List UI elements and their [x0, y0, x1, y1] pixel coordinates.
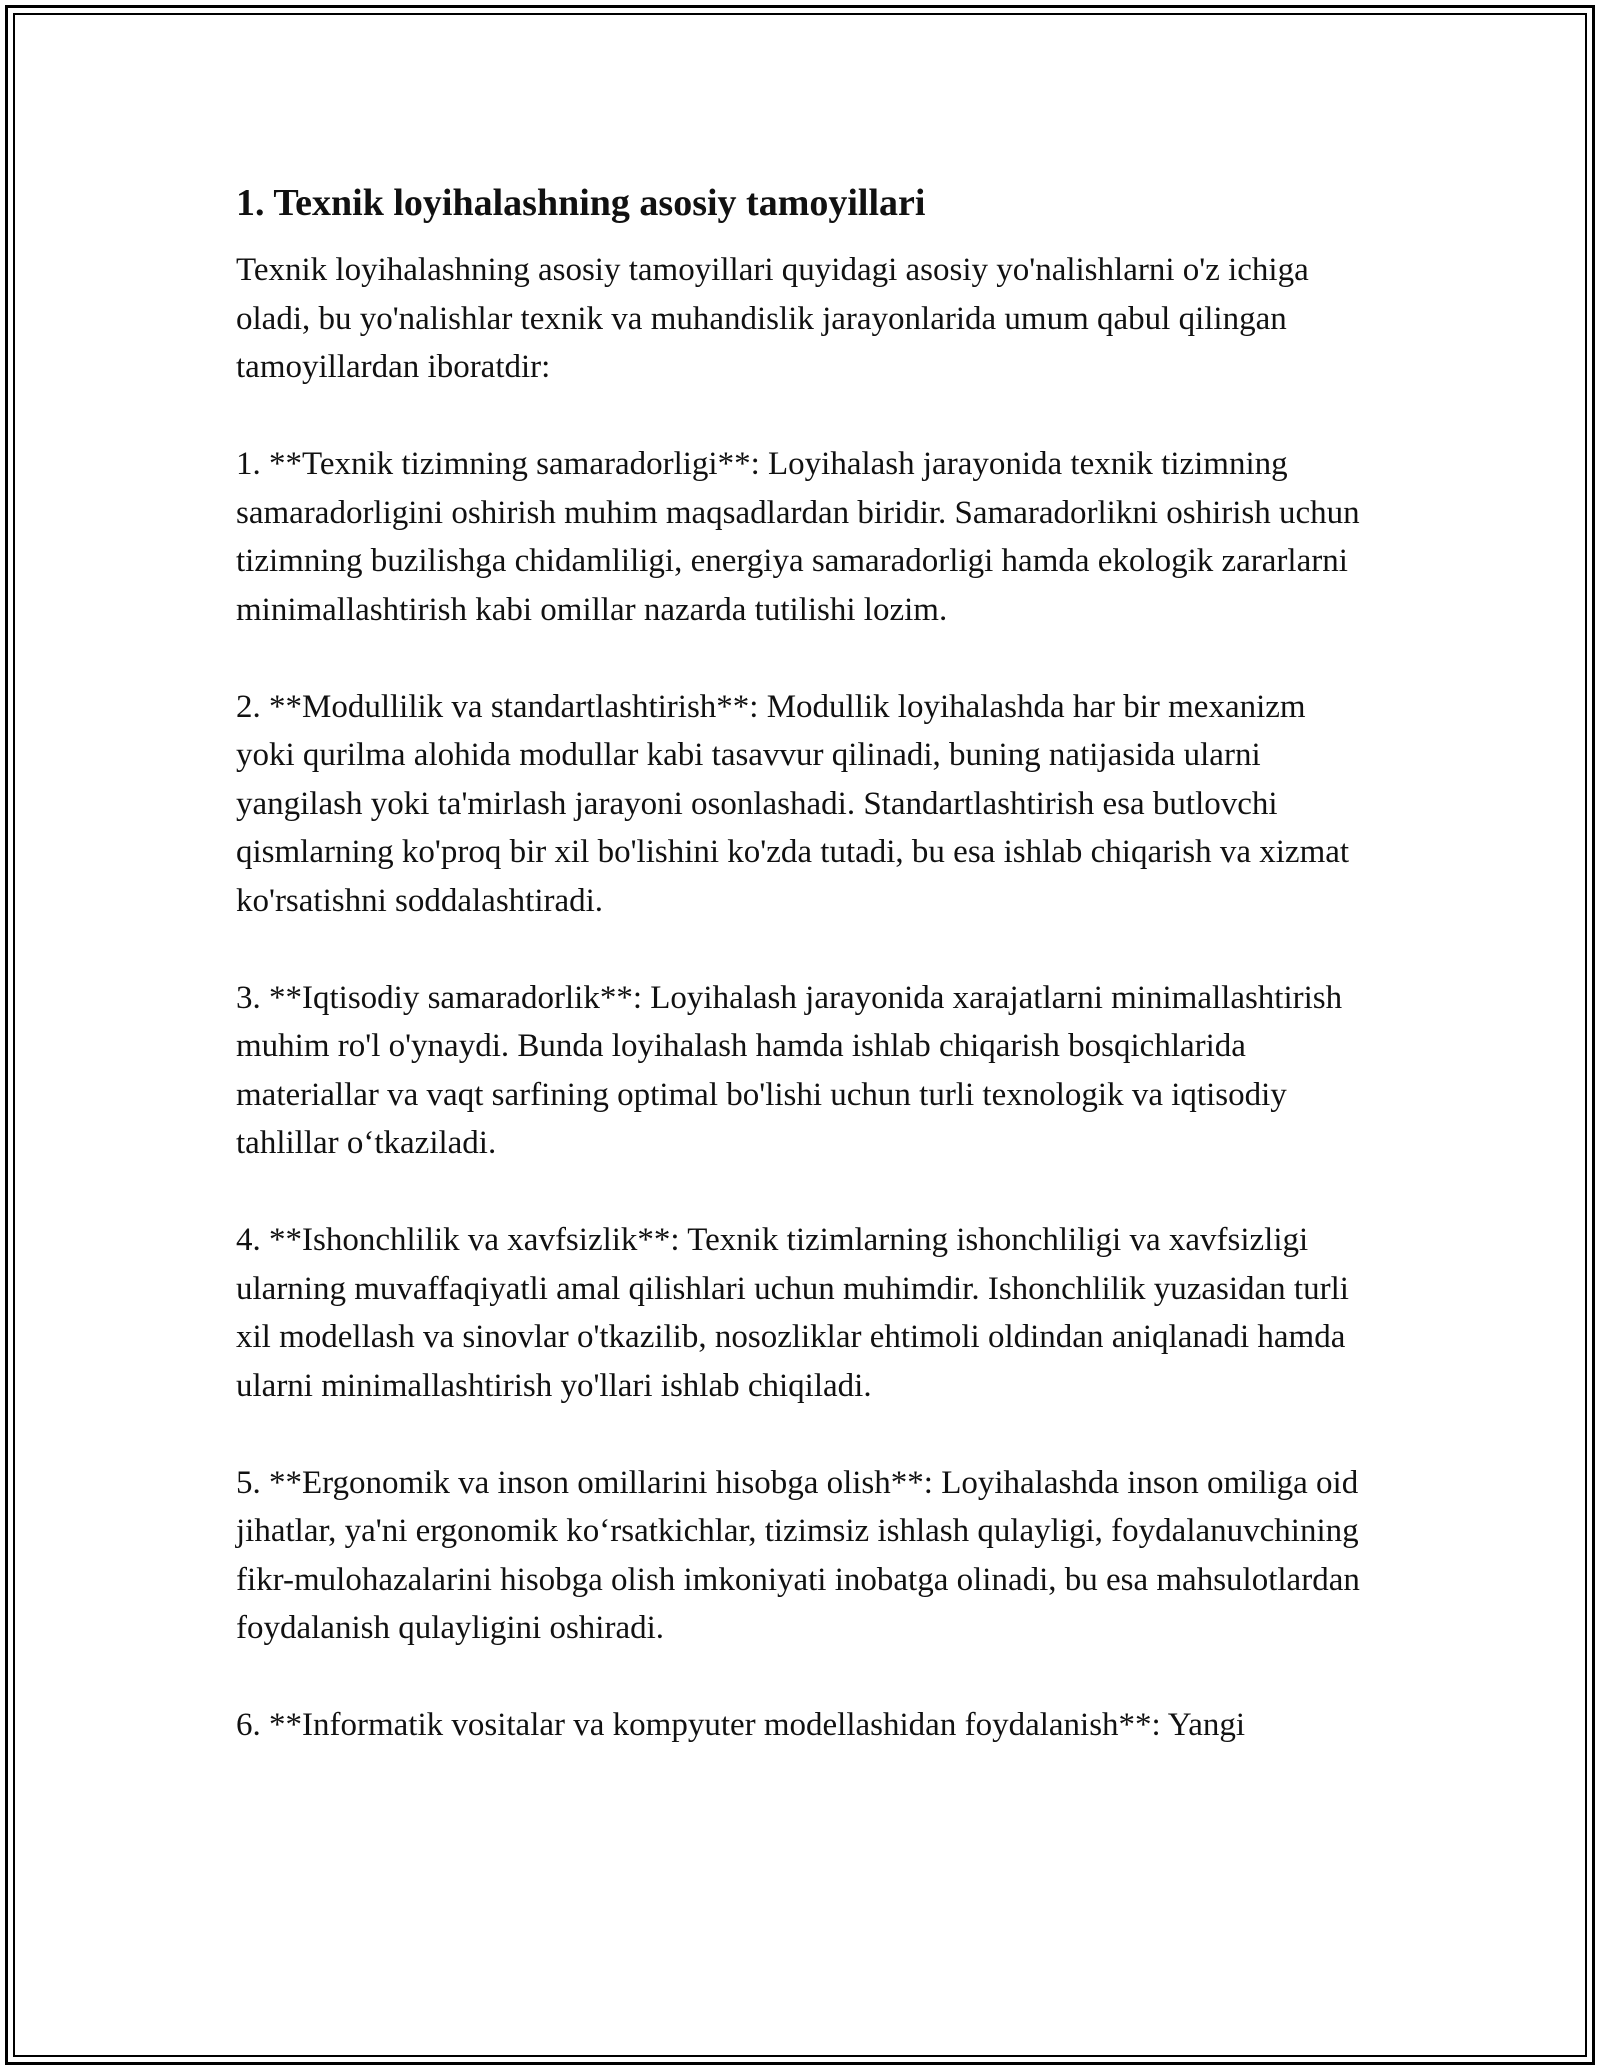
section-title: 1. Texnik loyihalashning asosiy tamoyillari: [236, 182, 926, 224]
principle-6-paragraph: 6. **Informatik vositalar va kompyuter modellashidan foydalanish**: Yangi: [236, 1707, 1246, 1743]
principle-5-paragraph: 5. **Ergonomik va inson omillarini hisobga olish**: Loyihalashda inson omiliga oid jihatlar, ya'ni ergonomik ko‘rsatkichlar, tizimsiz ishlash qulayligi, foydalanuvchining fikr-mulohazalarini hisobga olish imkoniyati inobatga olinadi, bu esa mahsulotlardan foydalanish qulayligini oshiradi.: [236, 1464, 1360, 1646]
principle-2-paragraph: 2. **Modullilik va standartlashtirish**: Modullik loyihalashda har bir mexanizm yoki qurilma alohida modullar kabi tasavvur qilinadi, buning natijasida ularni yangilash yoki ta'mirlash jarayoni osonlashadi. Standartlashtirish esa butlovchi qismlarning ko'proq bir xil bo'lishini ko'zda tutadi, bu esa ishlab chiqarish va xizmat ko'rsatishni soddalashtiradi.: [236, 688, 1350, 919]
document-body: [236, 178, 1366, 1798]
principle-1-paragraph: 1. **Texnik tizimning samaradorligi**: Loyihalash jarayonida texnik tizimning samaradorligini oshirish muhim maqsadlardan biridir. Samaradorlikni oshirish uchun tizimning buzilishga chidamliligi, energiya samaradorligi hamda ekologik zararlarni minimallashtirish kabi omillar nazarda tutilishi lozim.: [236, 446, 1360, 628]
principle-3-paragraph: 3. **Iqtisodiy samaradorlik**: Loyihalash jarayonida xarajatlarni minimallashtirish muhim ro'l o'ynaydi. Bunda loyihalash hamda ishlab chiqarish bosqichlarida materiallar va vaqt sarfining optimal bo'lishi uchun turli texnologik va iqtisodiy tahlillar o‘tkaziladi.: [236, 979, 1343, 1161]
intro-paragraph: Texnik loyihalashning asosiy tamoyillari quyidagi asosiy yo'nalishlarni o'z ichiga oladi, bu yo'nalishlar texnik va muhandislik jarayonlarida umum qabul qilingan tamoyillardan iboratdir:: [236, 252, 1309, 385]
principle-4-paragraph: 4. **Ishonchlilik va xavfsizlik**: Texnik tizimlarning ishonchliligi va xavfsizligi ularning muvaffaqiyatli amal qilishlari uchun muhimdir. Ishonchlilik yuzasidan turli xil modellash va sinovlar o'tkazilib, nosozliklar ehtimoli oldindan aniqlanadi hamda ularni minimallashtirish yo'llari ishlab chiqiladi.: [236, 1222, 1349, 1404]
